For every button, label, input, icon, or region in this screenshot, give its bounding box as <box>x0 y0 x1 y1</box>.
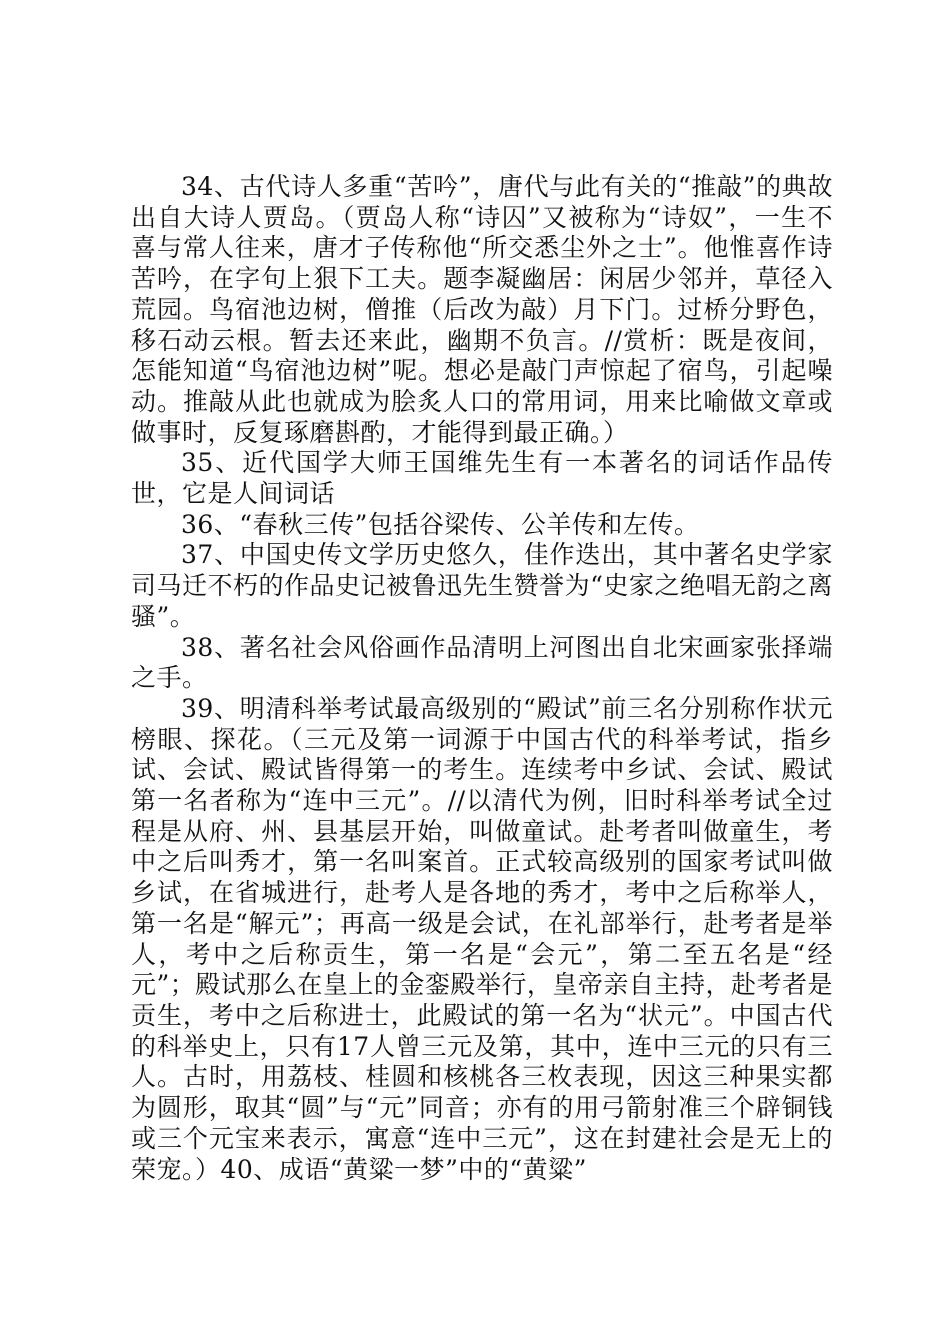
paragraph-35: 35、近代国学大师王国维先生有一本著名的词话作品传世，它是人间词话 <box>131 448 833 509</box>
paragraph-37: 37、中国史传文学历史悠久，佳作迭出，其中著名史学家司马迁不朽的作品史记被鲁迅先生赞誉为“史家之绝唱无韵之离骚”。 <box>131 540 833 631</box>
document-body <box>131 172 833 1185</box>
paragraph-34: 34、古代诗人多重“苦吟”，唐代与此有关的“推敲”的典故出自大诗人贾岛。（贾岛人称“诗囚”又被称为“诗奴”，一生不喜与常人往来，唐才子传称他“所交悉尘外之士”。他惟喜作诗苦吟，在字句上狠下工夫。题李凝幽居：闲居少邻并，草径入荒园。鸟宿池边树，僧推（后改为敲）月下门。过桥分野色，移石动云根。暂去还来此，幽期不负言。//赏析：既是夜间，怎能知道“鸟宿池边树”呢。想必是敲门声惊起了宿鸟，引起噪动。推敲从此也就成为脍炙人口的常用词，用来比喻做文章或做事时，反复琢磨斟酌，才能得到最正确。） <box>131 172 833 447</box>
paragraph-36: 36、“春秋三传”包括谷梁传、公羊传和左传。 <box>181 509 700 539</box>
paragraph-39: 39、明清科举考试最高级别的“殿试”前三名分别称作状元榜眼、探花。（三元及第一词源于中国古代的科举考试，指乡试、会试、殿试皆得第一的考生。连续考中乡试、会试、殿试第一名者称为“连中三元”。//以清代为例，旧时科举考试全过程是从府、州、县基层开始，叫做童试。赴考者叫做童生，考中之后叫秀才，第一名叫案首。正式较高级别的国家考试叫做乡试，在省城进行，赴考人是各地的秀才，考中之后称举人，第一名是“解元”；再高一级是会试，在礼部举行，赴考者是举人，考中之后称贡生，第一名是“会元”，第二至五名是“经元”；殿试那么在皇上的金銮殿举行，皇帝亲自主持，赴考者是贡生，考中之后称进士，此殿试的第一名为“状元”。中国古代的科举史上，只有17人曾三元及第，其中，连中三元的只有三人。古时，用荔枝、桂圆和核桃各三枚表现，因这三种果实都为圆形，取其“圆”与“元”同音；亦有的用弓箭射准三个辟铜钱或三个元宝来表示，寓意“连中三元”，这在封建社会是无上的荣宠。）40、成语“黄粱一梦”中的“黄粱” <box>131 693 833 1184</box>
paragraph-38: 38、著名社会风俗画作品清明上河图出自北宋画家张择端之手。 <box>131 632 833 693</box>
